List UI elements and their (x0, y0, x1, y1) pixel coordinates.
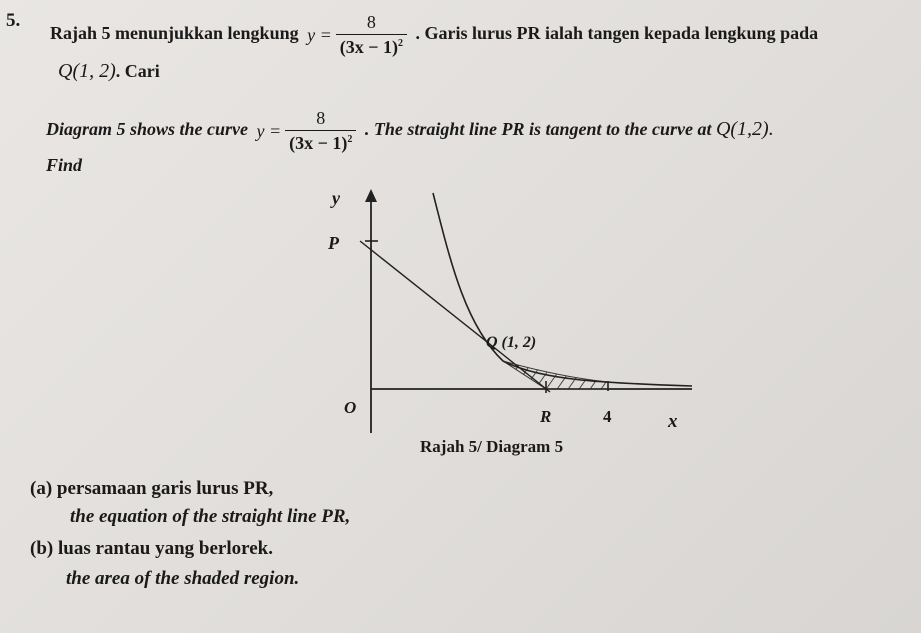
english-point: Q(1,2). (715, 118, 774, 141)
malay-intro-before: Rajah 5 menunjukkan lengkung (50, 23, 299, 44)
malay-point: Q(1, 2) (58, 60, 116, 82)
equation-numerator: 8 (366, 12, 376, 32)
equation-fraction (285, 108, 356, 154)
diagram-caption: Rajah 5/ Diagram 5 (420, 437, 564, 456)
question-number: 5. (6, 10, 21, 31)
label-q: Q (1, 2) (486, 334, 537, 351)
find-label: Find (46, 155, 83, 175)
equation-lhs: y = (256, 120, 282, 141)
part-a-english: the equation of the straight line PR, (70, 506, 351, 527)
equation-fraction (336, 12, 407, 58)
shaded-region (503, 361, 608, 389)
equation-power: 2 (347, 134, 353, 145)
english-intro (46, 108, 774, 154)
part-a-malay: (a) persamaan garis lurus PR, (30, 478, 274, 499)
label-x: x (668, 411, 678, 432)
label-r: R (540, 407, 552, 426)
label-p: P (328, 233, 339, 253)
english-intro-after: . The straight line PR is tangent to the curve at (364, 119, 712, 140)
curve (433, 193, 692, 386)
diagram-5 (300, 175, 720, 437)
malay-intro-after: . Garis lurus PR ialah tangen kepada lengkung pada (415, 23, 819, 44)
part-b-malay: (b) luas rantau yang berlorek. (30, 538, 273, 559)
equation-numerator: 8 (316, 108, 326, 128)
part-b-english: the area of the shaded region. (66, 568, 300, 589)
equation-denominator: $(3x - 1)^2$ (336, 34, 407, 58)
label-y: y (332, 188, 340, 208)
malay-point-line (58, 60, 160, 83)
malay-cari: . Cari (115, 61, 160, 81)
equation-denominator: $(3x - 1)^2$ (285, 130, 356, 154)
equation-power: 2 (397, 38, 403, 49)
label-4: 4 (603, 407, 612, 426)
english-intro-before: Diagram 5 shows the curve (46, 119, 249, 140)
curve-equation-english (257, 108, 357, 154)
malay-intro (50, 12, 818, 58)
curve-equation-malay (307, 12, 407, 58)
label-o: O (344, 398, 357, 417)
y-axis-arrow (365, 189, 377, 202)
equation-lhs: y = (307, 24, 332, 45)
